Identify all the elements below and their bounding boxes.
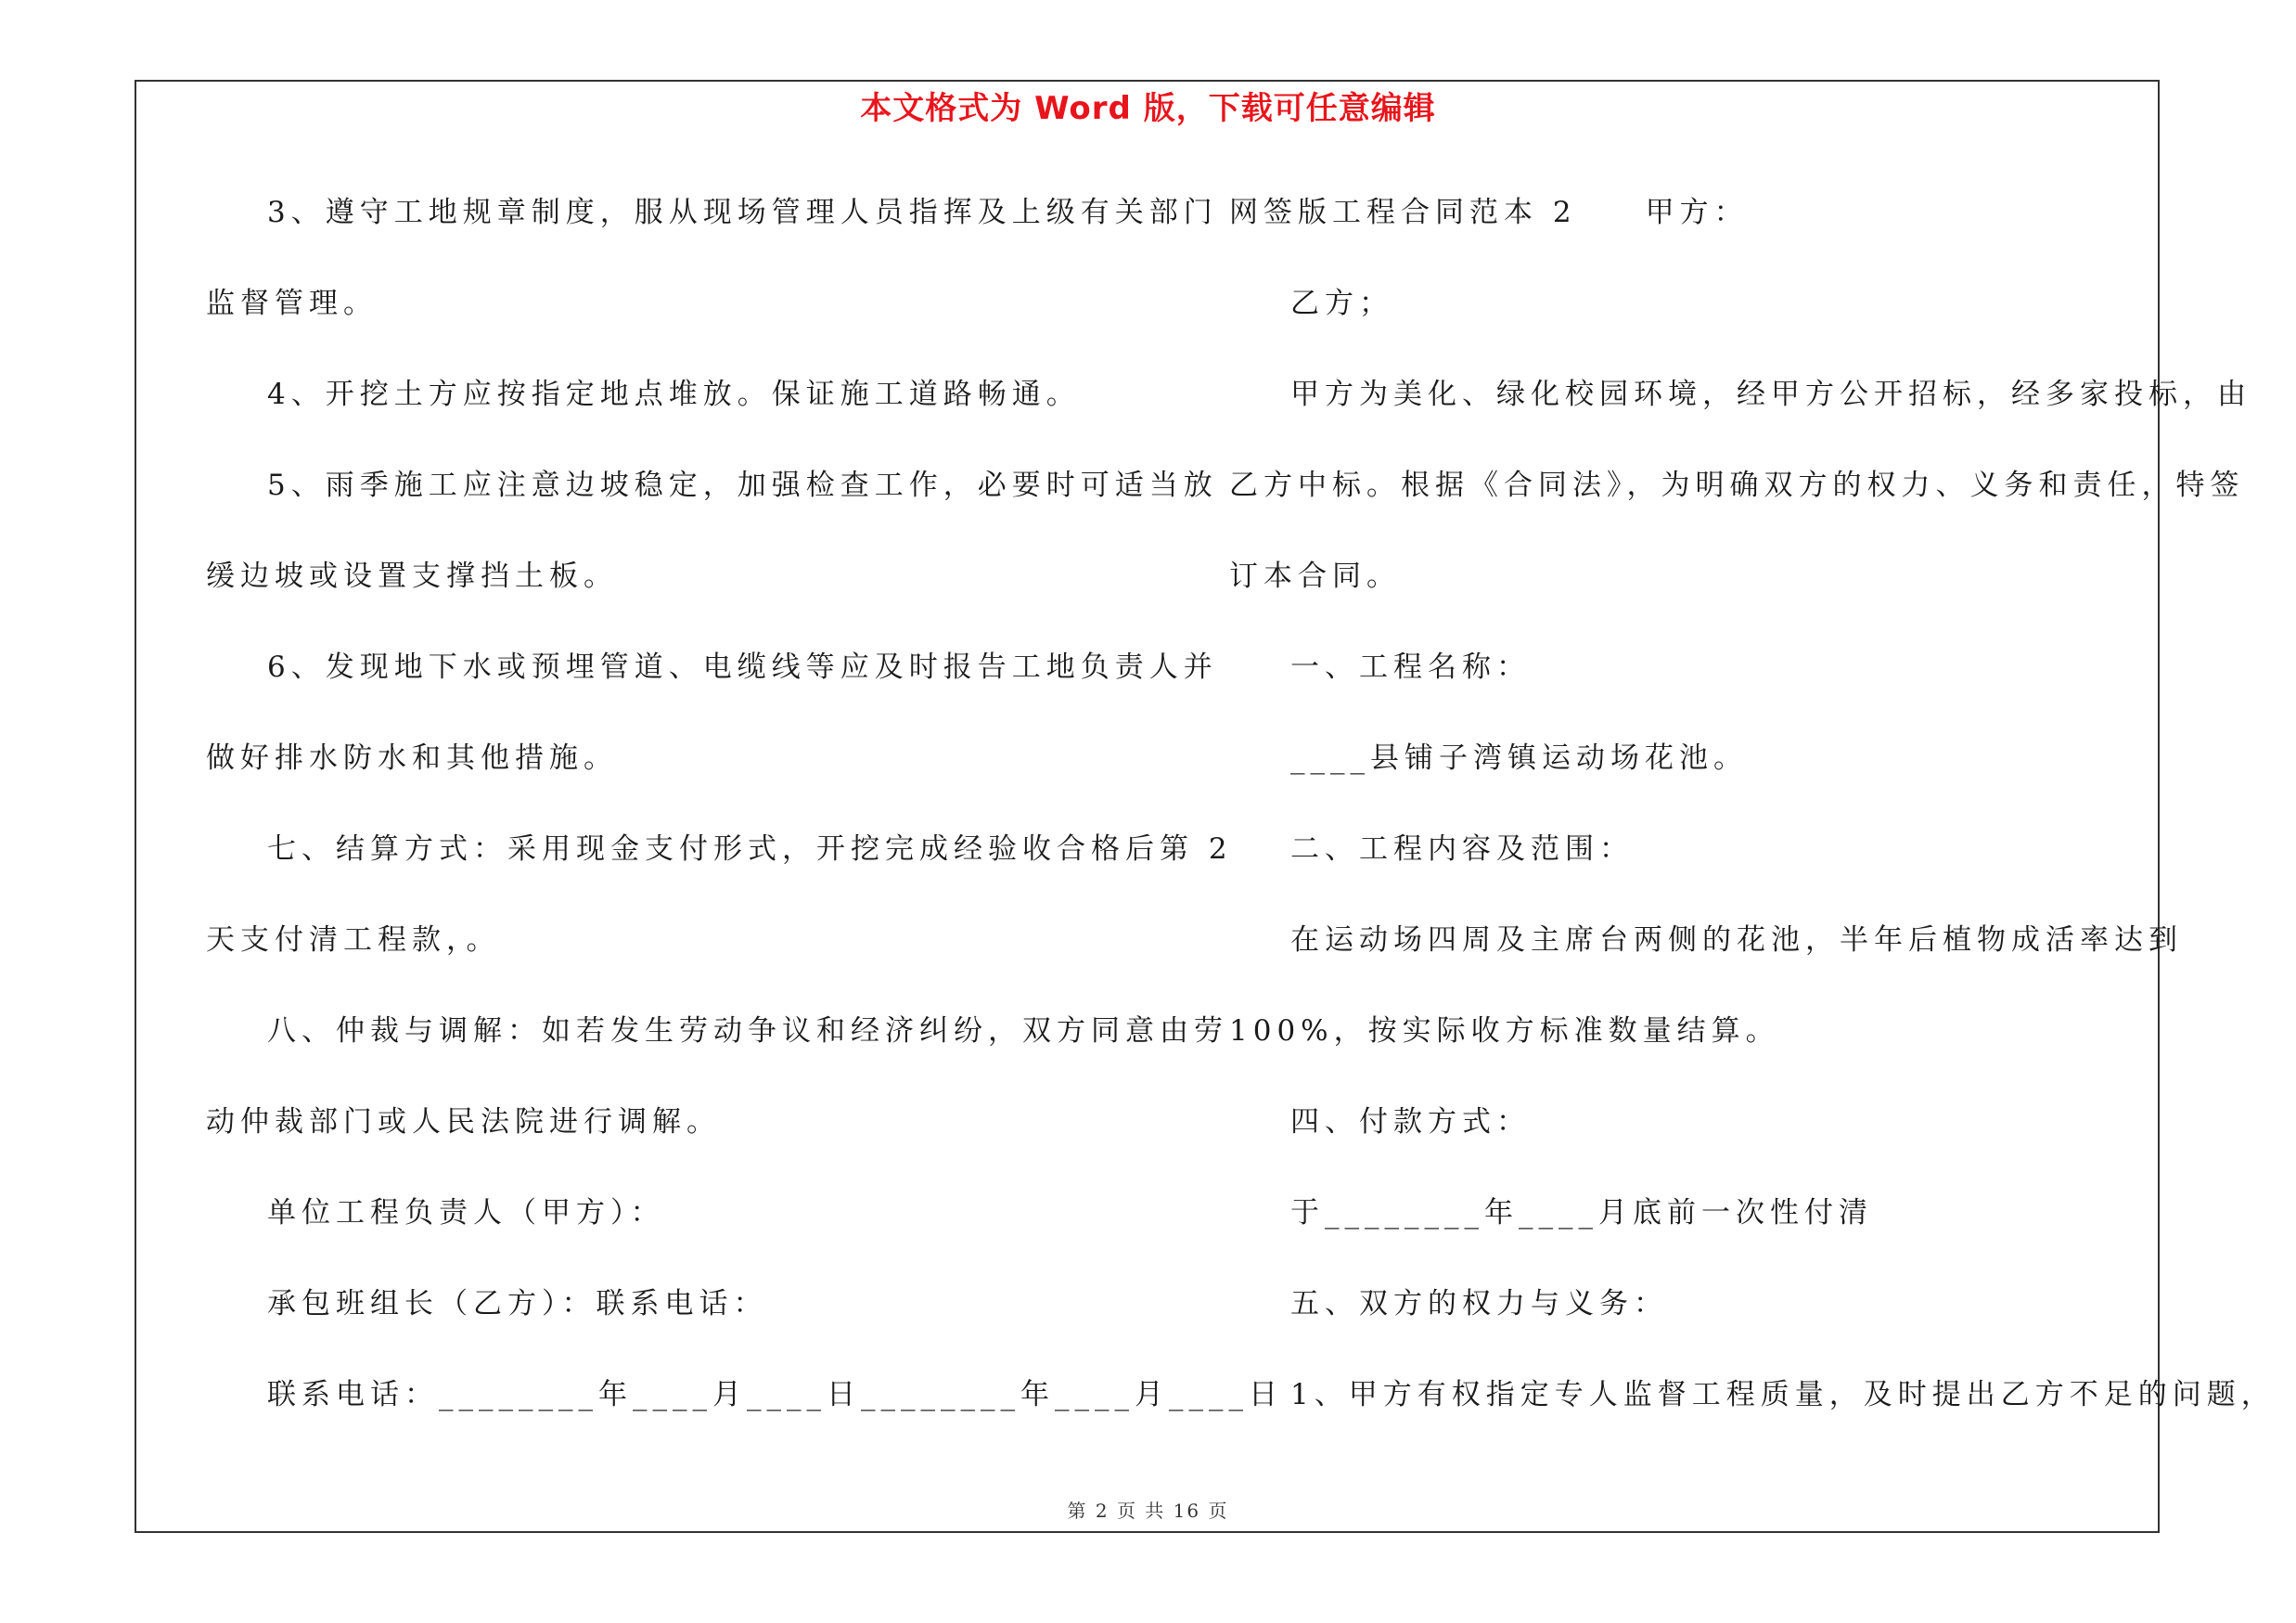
left-paragraph-line: 联系电话：________年____月____日________年____月____日 [267,1378,1283,1411]
right-paragraph-line: 二、工程内容及范围： [1290,832,1634,866]
left-paragraph-line: 八、仲裁与调解：如若发生劳动争议和经济纠纷，双方同意由劳 [267,1014,1228,1048]
right-paragraph-line: 100%，按实际收方标准数量结算。 [1229,1014,1780,1048]
right-column [1229,185,2276,1458]
right-paragraph-line: 1、甲方有权指定专人监督工程质量，及时提出乙方不足的问题， [1290,1378,2276,1411]
right-paragraph-line: ____县铺子湾镇运动场花池。 [1290,741,1748,775]
right-paragraph-line: 四、付款方式： [1290,1105,1531,1139]
left-column [206,185,1283,1458]
right-paragraph-line: 五、双方的权力与义务： [1290,1287,1668,1320]
left-paragraph-line: 4、开挖土方应按指定地点堆放。保证施工道路畅通。 [267,378,1081,411]
left-paragraph-line: 天支付清工程款，。 [206,923,501,957]
right-paragraph-line: 乙方； [1290,287,1393,320]
right-paragraph-line: 一、工程名称： [1290,650,1531,684]
right-paragraph-line: 在运动场四周及主席台两侧的花池，半年后植物成活率达到 [1290,923,2183,957]
left-paragraph-line: 做好排水防水和其他措施。 [206,741,618,775]
left-paragraph-line: 单位工程负责人（甲方）： [267,1196,665,1230]
right-paragraph-line: 甲方为美化、绿化校园环境，经甲方公开招标，经多家投标，由 [1290,378,2251,411]
left-paragraph-line: 6、发现地下水或预埋管道、电缆线等应及时报告工地负责人并 [267,650,1218,684]
right-paragraph-line: 乙方中标。根据《合同法》，为明确双方的权力、义务和责任，特签 [1229,469,2245,502]
right-paragraph-line: 订本合同。 [1229,560,1401,593]
left-paragraph-line: 缓边坡或设置支撑挡土板。 [206,560,618,593]
right-paragraph-line: 于________年____月底前一次性付清 [1290,1196,1873,1230]
left-paragraph-line: 3、遵守工地规章制度，服从现场管理人员指挥及上级有关部门 [267,196,1218,229]
left-paragraph-line: 七、结算方式：采用现金支付形式，开挖完成经验收合格后第 2 [267,832,1233,866]
left-paragraph-line: 监督管理。 [206,287,378,320]
left-paragraph-line: 承包班组长（乙方）：联系电话： [267,1287,768,1320]
left-paragraph-line: 动仲裁部门或人民法院进行调解。 [206,1105,721,1139]
left-paragraph-line: 5、雨季施工应注意边坡稳定，加强检查工作，必要时可适当放 [267,469,1218,502]
page-number-footer: 第 2 页 共 16 页 [1067,1500,1229,1522]
right-paragraph-line: 网签版工程合同范本 2 甲方： [1229,196,1749,229]
word-format-banner: 本文格式为 Word 版，下载可任意编辑 [860,90,1436,127]
